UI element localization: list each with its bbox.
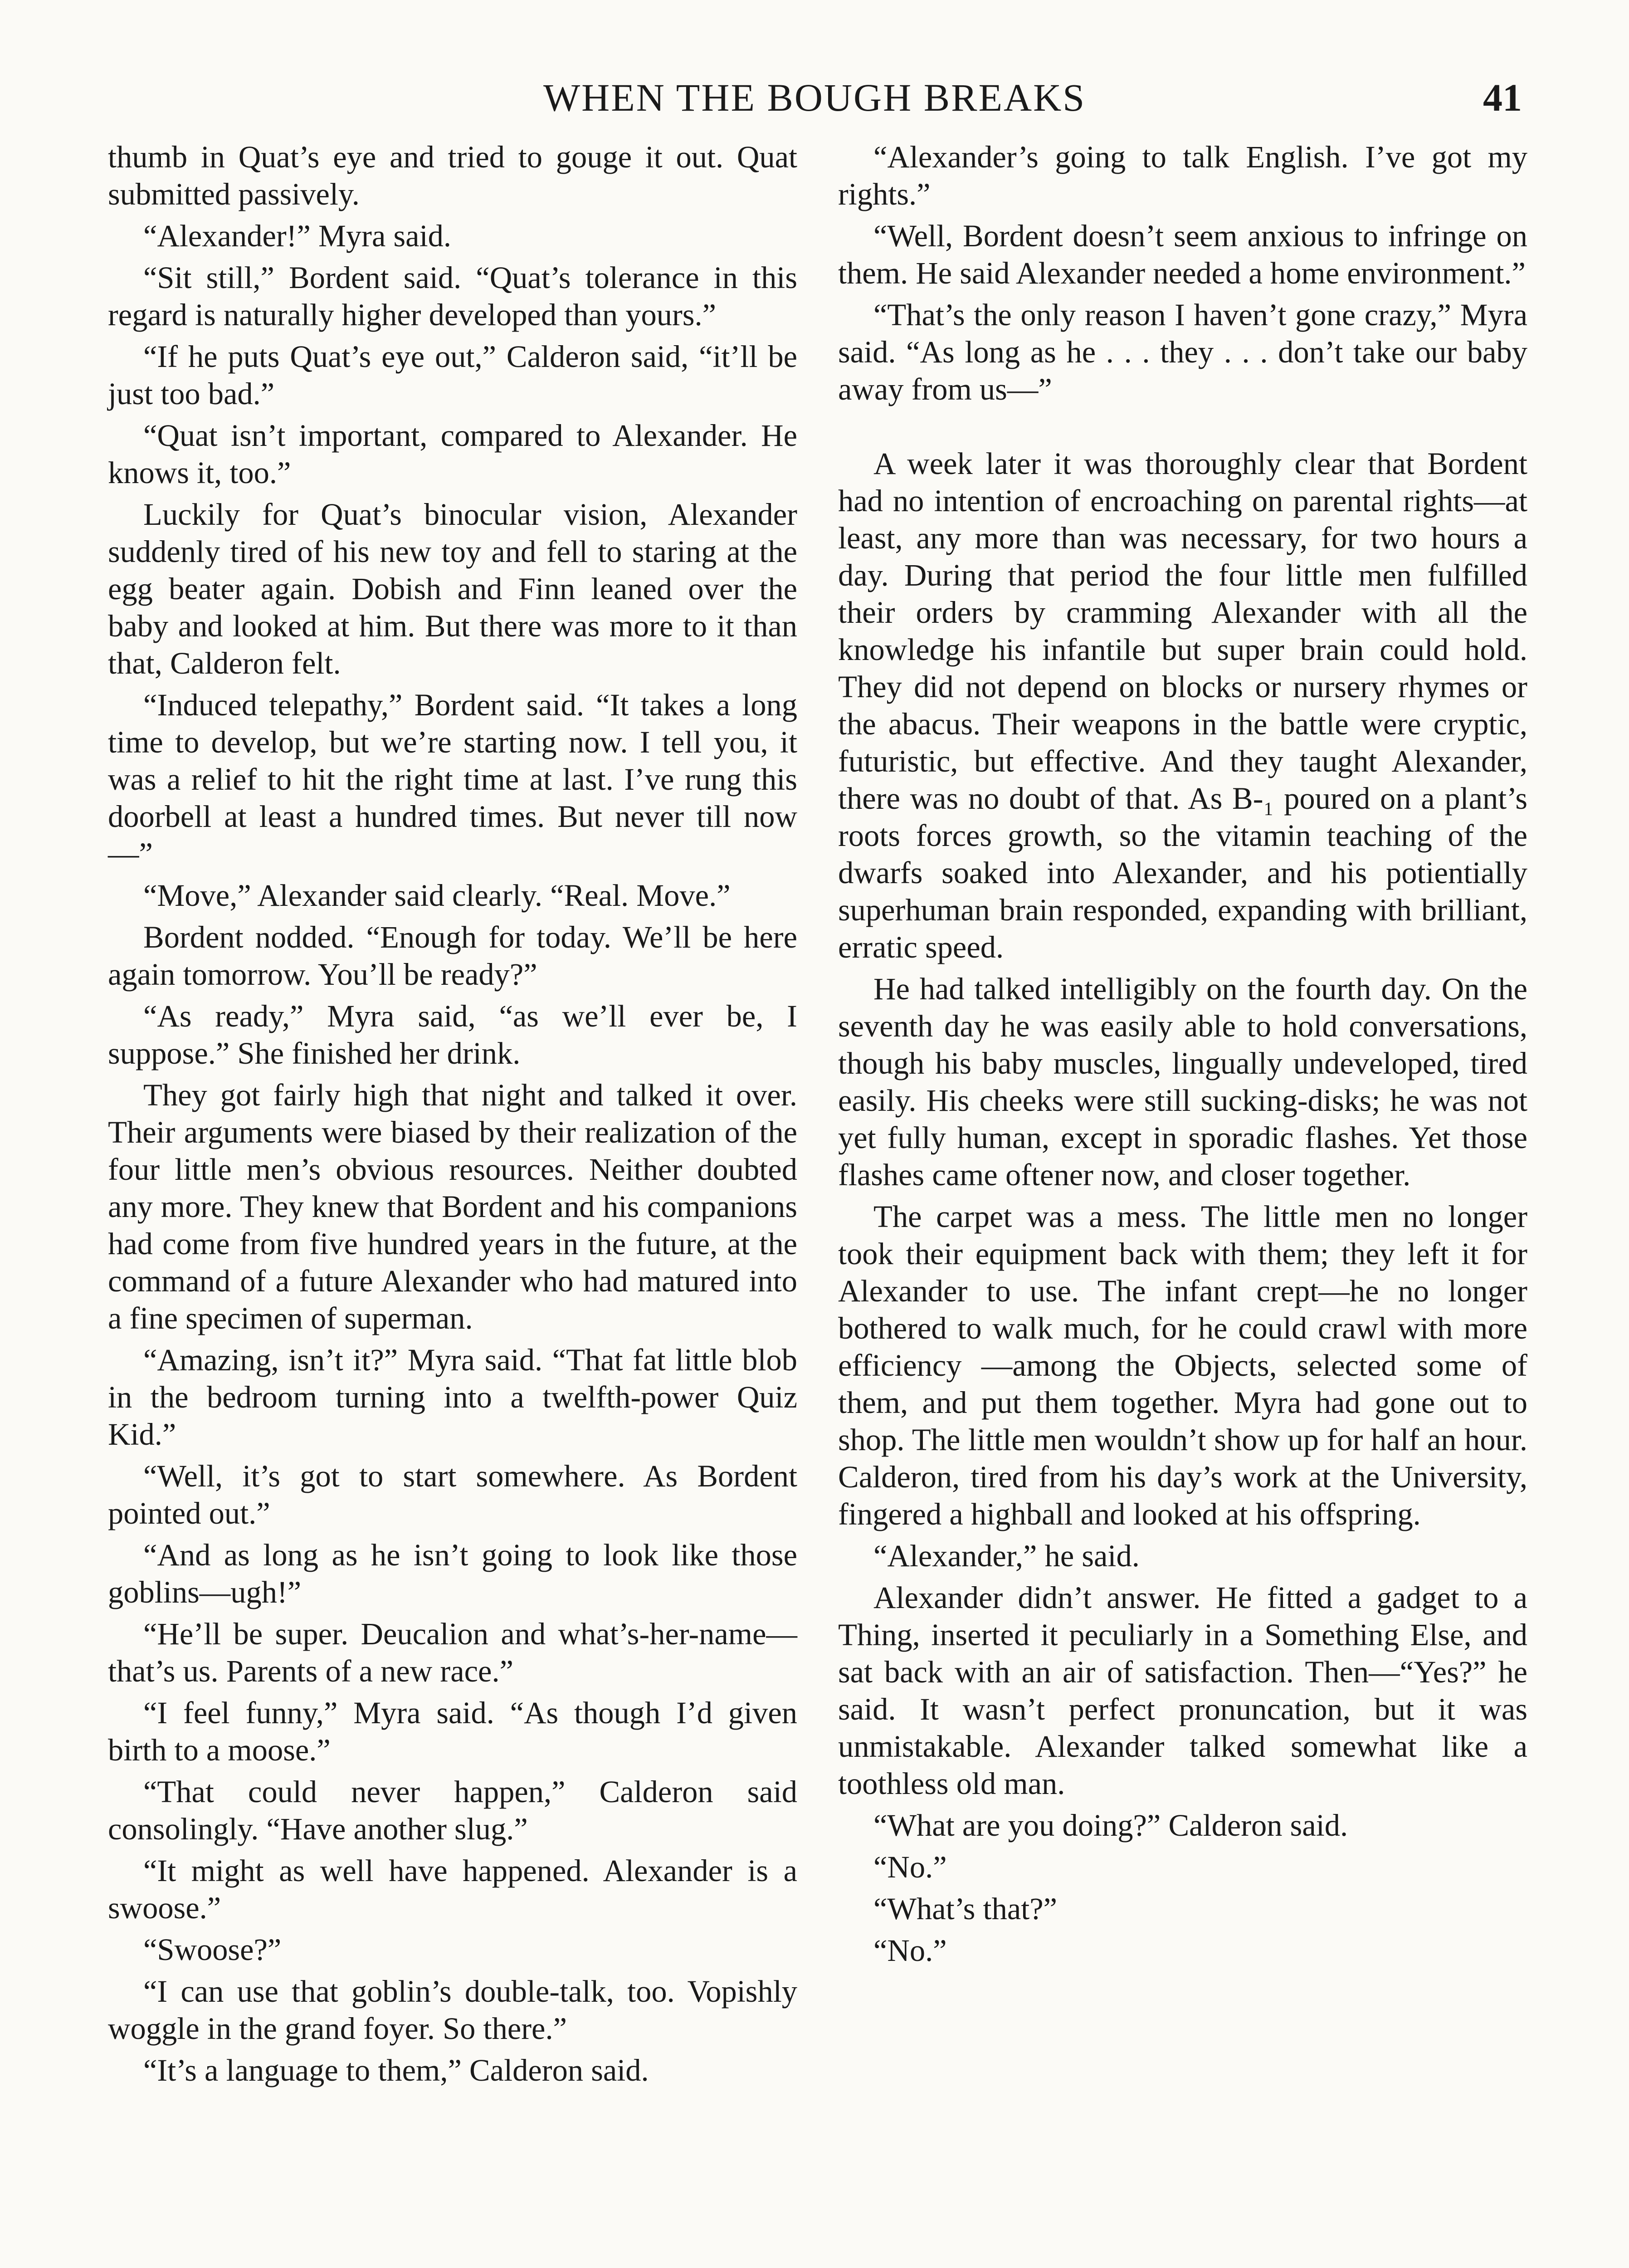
left-column [108,138,797,2093]
paragraph: “Alexander’s going to talk English. I’ve got my rights.” [838,140,1527,211]
paragraph: “That’s the only reason I haven’t gone crazy,” Myra said. “As long as he . . . they . . . don’t take our baby away from us—” [838,298,1527,406]
paragraph: Bordent nodded. “Enough for today. We’ll be here again tomorrow. You’ll be ready?” [108,920,797,992]
paragraph: They got fairly high that night and talked it over. Their arguments were biased by their realization of the four little men’s obvious resources. Neither doubted any more. They knew that Bordent and his companions had come from five hundred years in the future, at the command of a future Alexander who had matured into a fine specimen of superman. [108,1078,797,1335]
paragraph: The carpet was a mess. The little men no longer took their equipment back with them; they left it for Alexander to use. The infant crept—he no longer bothered to walk much, for he could crawl with more efficiency —among the Objects, selected some of them, and put them together. Myra had gone out to shop. The little men wouldn’t show up for half an hour. Calderon, tired from his day’s work at the University, fingered a highball and looked at his offspring. [838,1199,1527,1531]
paragraph: Alexander didn’t answer. He fitted a gadget to a Thing, inserted it peculiarly in a Something Else, and sat back with an air of satisfaction. Then—“Yes?” he said. It wasn’t perfect pronuncation, but it was unmistakable. Alexander talked somewhat like a toothless old man. [838,1580,1527,1801]
paragraph: “Well, Bordent doesn’t seem anxious to infringe on them. He said Alexander needed a home environment.” [838,219,1527,290]
paragraph: “That could never happen,” Calderon said consolingly. “Have another slug.” [108,1774,797,1846]
page-header [0,73,1629,132]
paragraph: “It might as well have happened. Alexander is a swoose.” [108,1853,797,1925]
paragraph: “If he puts Quat’s eye out,” Calderon said, “it’ll be just too bad.” [108,339,797,411]
paragraph: “Induced telepathy,” Bordent said. “It takes a long time to develop, but we’re starting now. I tell you, it was a relief to hit the right time at last. I’ve rung this doorbell at least a hundred times. But never till now—” [108,688,797,871]
paragraph: “Quat isn’t important, compared to Alexander. He knows it, too.” [108,418,797,490]
paragraph: A week later it was thoroughly clear that Bordent had no intention of encroaching on parental rights—at least, any more than was necessary, for two hours a day. During that period the four little men fulfilled their orders by cramming Alexander with all the knowledge his infantile but super brain could hold. They did not depend on blocks or nursery rhymes or the abacus. Their weapons in the battle were cryptic, futuristic, but effective. And they taught Alexander, there was no doubt of that. As B-₁ poured on a plant’s roots forces growth, so the vitamin teaching of the dwarfs soaked into Alexander, and his potientially superhuman brain responded, expanding with brilliant, erratic speed. [838,446,1527,964]
paragraph: “As ready,” Myra said, “as we’ll ever be, I suppose.” She finished her drink. [108,999,797,1070]
paragraph: “Sit still,” Bordent said. “Quat’s tolerance in this regard is naturally higher developed than yours.” [108,260,797,332]
page-number: 41 [1483,76,1522,119]
running-title: WHEN THE BOUGH BREAKS [543,76,1086,119]
paragraph: “It’s a language to them,” Calderon said. [143,2053,649,2087]
paragraph: “Move,” Alexander said clearly. “Real. Move.” [143,878,731,913]
paragraph: Luckily for Quat’s binocular vision, Alexander suddenly tired of his new toy and fell to staring at the egg beater again. Dobish and Finn leaned over the baby and looked at him. But there was more to it than that, Calderon felt. [108,497,797,680]
paragraph: “Amazing, isn’t it?” Myra said. “That fat little blob in the bedroom turning into a twelfth-power Quiz Kid.” [108,1343,797,1452]
paragraph: He had talked intelligibly on the fourth day. On the seventh day he was easily able to hold conversations, though his baby muscles, lingually undeveloped, tired easily. His cheeks were still sucking-disks; he was not yet fully human, except in sporadic flashes. Yet those flashes came oftener now, and closer together. [838,972,1527,1192]
paragraph: “I can use that goblin’s double-talk, too. Vopishly woggle in the grand foyer. So there.” [108,1974,797,2046]
paragraph: “No.” [873,1850,947,1884]
paragraph: “What’s that?” [873,1892,1058,1926]
paragraph: “I feel funny,” Myra said. “As though I’d given birth to a moose.” [108,1696,797,1767]
paragraph: “He’ll be super. Deucalion and what’s-her-name—that’s us. Parents of a new race.” [108,1617,797,1688]
paragraph: “And as long as he isn’t going to look like those goblins—ugh!” [108,1538,797,1609]
paragraph: “What are you doing?” Calderon said. [873,1808,1348,1843]
right-column [838,138,1527,1974]
paragraph: “No.” [873,1933,947,1968]
paragraph: “Swoose?” [143,1932,282,1967]
paragraph: “Alexander!” Myra said. [143,219,451,253]
paragraph: “Well, it’s got to start somewhere. As Bordent pointed out.” [108,1459,797,1530]
paragraph: “Alexander,” he said. [873,1539,1140,1573]
paragraph: thumb in Quat’s eye and tried to gouge it out. Quat submitted passively. [108,140,797,211]
